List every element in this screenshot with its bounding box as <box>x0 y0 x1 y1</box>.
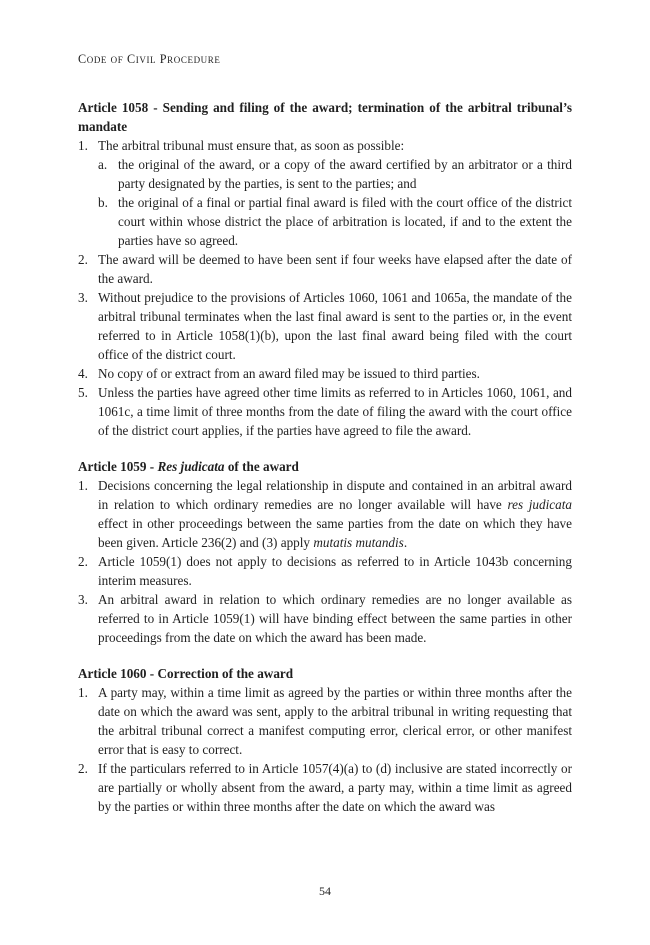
paragraph-number: 3. <box>78 592 88 607</box>
paragraph-item <box>78 759 572 816</box>
paragraph-text-part: effect in other proceedings between the same parties from the date on which they have been given. Article 236(2) and (3) apply <box>98 516 572 550</box>
article-heading <box>78 664 572 683</box>
page-body <box>78 98 572 833</box>
article-number: Article 1059 - <box>78 459 158 474</box>
paragraph-text: Article 1059(1) does not apply to decisions as referred to in Article 1043b concerning interim measures. <box>98 554 572 588</box>
latin-term: mutatis mutandis <box>313 535 404 550</box>
paragraph-item <box>78 383 572 440</box>
subparagraph-letter: b. <box>98 195 108 210</box>
paragraph-item <box>78 250 572 288</box>
paragraph-text: An arbitral award in relation to which ordinary remedies are no longer available as referred to in Article 1059(1) will have binding effect between the same parties in other proceedings from the date on which the award has been made. <box>98 592 572 645</box>
paragraph-number: 1. <box>78 685 88 700</box>
article-paragraphs <box>78 683 572 816</box>
subparagraph-text: the original of the award, or a copy of the award certified by an arbitrator or a third party designated by the parties, is sent to the parties; and <box>118 157 572 191</box>
article-number: Article 1058 - <box>78 100 163 115</box>
subparagraph-item <box>78 193 572 250</box>
article-1059 <box>78 457 572 647</box>
article-1058 <box>78 98 572 440</box>
paragraph-text: If the particulars referred to in Article 1057(4)(a) to (d) inclusive are stated incorrectly or are partially or wholly absent from the award, a party may, within a time limit as agreed by the parties or within three months after the date on which the award was <box>98 761 572 814</box>
subparagraph-text: the original of a final or partial final award is filed with the court office of the district court within whose district the place of arbitration is located, if and to the extent the parties have so agreed. <box>118 195 572 248</box>
subparagraph-item <box>78 155 572 193</box>
paragraph-number: 2. <box>78 554 88 569</box>
paragraph-text: Without prejudice to the provisions of Articles 1060, 1061 and 1065a, the mandate of the arbitral tribunal terminates when the last final award is sent to the parties or, in the event referred to in Article 1058(1)(b), upon the last final award being filed with the court office of the district court. <box>98 290 572 362</box>
paragraph-item <box>78 476 572 552</box>
paragraph-number: 2. <box>78 252 88 267</box>
paragraph-item <box>78 136 572 155</box>
paragraph-item <box>78 288 572 364</box>
article-paragraphs <box>78 136 572 440</box>
page-number: 54 <box>319 884 331 898</box>
article-subject: of the award <box>224 459 299 474</box>
article-number: Article 1060 - <box>78 666 158 681</box>
paragraph-text: Unless the parties have agreed other time limits as referred to in Articles 1060, 1061, and 1061c, a time limit of three months from the date of filing the award with the court office of the district court applies, if the parties have agreed to file the award. <box>98 385 572 438</box>
article-subject: Sending and filing of the award; termination of the arbitral tribunal’s mandate <box>78 100 572 134</box>
paragraph-text <box>98 478 572 550</box>
paragraph-number: 2. <box>78 761 88 776</box>
paragraph-number: 3. <box>78 290 88 305</box>
paragraph-text: No copy of or extract from an award filed may be issued to third parties. <box>98 366 480 381</box>
paragraph-text-part: . <box>403 535 408 550</box>
article-heading <box>78 98 572 136</box>
paragraph-item <box>78 552 572 590</box>
paragraph-number: 5. <box>78 385 88 400</box>
article-subject: Correction of the award <box>157 666 294 681</box>
paragraph-text: A party may, within a time limit as agreed by the parties or within three months after the date on which the award was sent, apply to the arbitral tribunal in writing requesting that the arbitral tribunal correct a manifest computing error, clerical error, or other manifest error that is easy to correct. <box>98 685 572 757</box>
paragraph-item <box>78 590 572 647</box>
subparagraph-letter: a. <box>98 157 108 172</box>
paragraph-text: The award will be deemed to have been sent if four weeks have elapsed after the date of the award. <box>98 252 572 286</box>
article-heading <box>78 457 572 476</box>
paragraph-number: 1. <box>78 138 88 153</box>
paragraph-item <box>78 683 572 759</box>
article-subject-italic: Res judicata <box>157 459 225 474</box>
paragraph-text: The arbitral tribunal must ensure that, as soon as possible: <box>98 138 405 153</box>
article-1060 <box>78 664 572 816</box>
latin-term: res judicata <box>507 497 572 512</box>
paragraph-item <box>78 364 572 383</box>
paragraph-number: 1. <box>78 478 88 493</box>
paragraph-number: 4. <box>78 366 88 381</box>
running-header: Code of Civil Procedure <box>78 52 221 66</box>
article-paragraphs <box>78 476 572 647</box>
paragraph-text-part: Decisions concerning the legal relationship in dispute and contained in an arbitral award in relation to which ordinary remedies are no longer available will have <box>98 478 572 512</box>
